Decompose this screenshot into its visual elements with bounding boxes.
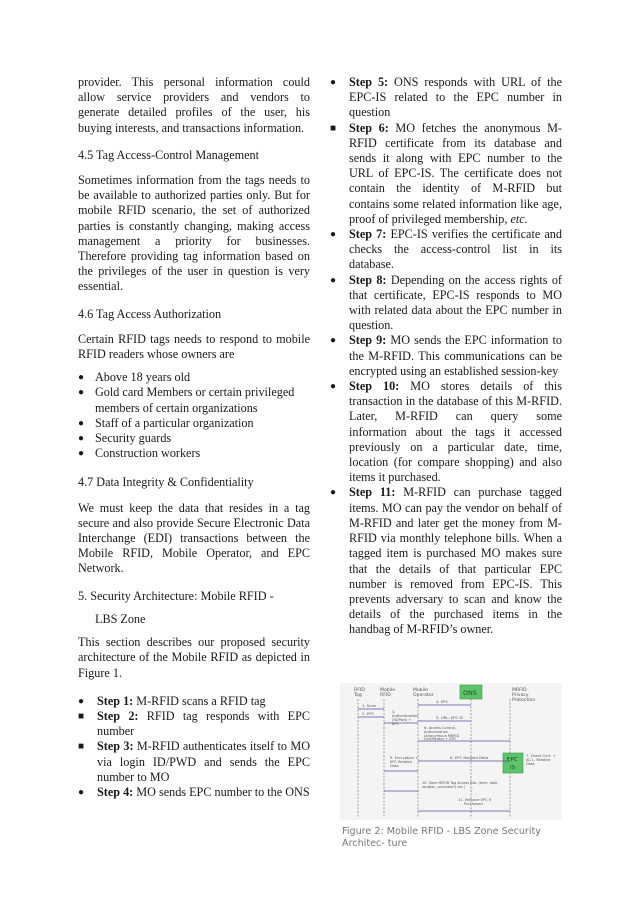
- section-heading-5-cont: LBS Zone: [95, 611, 146, 626]
- steps-list-left: [78, 694, 310, 800]
- svg-text:location, purchase?) etc.): location, purchase?) etc.): [422, 785, 466, 789]
- section-heading-4-6: 4.6 Tag Access Authorization: [78, 306, 222, 321]
- svg-text:Purchased: Purchased: [464, 802, 483, 806]
- paragraph-architecture: This section describes our proposed security architecture of the Mobile RFID as depicted in Figure 1.: [78, 635, 310, 680]
- bullet-icon: ●: [330, 274, 337, 286]
- list-item: ● Step 4: MO sends EPC number to the ONS: [78, 784, 310, 799]
- owner-list: [78, 370, 310, 461]
- ons-label: ONS: [463, 689, 477, 697]
- svg-text:9. Encryption +: 9. Encryption +: [390, 756, 419, 760]
- svg-text:AC L. Related: AC L. Related: [526, 758, 550, 762]
- label-mobile-rfid-1: Mobile: [380, 688, 396, 693]
- list-item: ● Step 5: ONS responds with URL of the EPC-IS related to the EPC number in question: [330, 75, 562, 120]
- label-mobile-operator-1: Mobile: [413, 688, 429, 693]
- figure-caption: Figure 2: Mobile RFID - LBS Zone Security Architec- ture: [342, 826, 541, 849]
- svg-text:(Anonymous MRFID: (Anonymous MRFID: [424, 734, 460, 738]
- label-mobile-operator-2: Operator: [413, 693, 434, 698]
- svg-text:Certificate) + EPC: Certificate) + EPC: [424, 737, 457, 741]
- left-column: [78, 75, 310, 800]
- bullet-icon: ●: [330, 335, 337, 347]
- bullet-icon: ●: [78, 695, 85, 707]
- svg-text:11. Remove EPC if: 11. Remove EPC if: [458, 798, 491, 802]
- bullet-icon: ●: [78, 417, 85, 429]
- label-privacy-2: Privacy: [512, 693, 529, 698]
- bullet-icon: ●: [330, 487, 337, 499]
- list-item: ■ Step 3: M-RFID authenticates itself to MO via login ID/PWD and sends the EPC number to MO: [78, 739, 311, 784]
- list-item: ● Staff of a particular organization: [78, 415, 254, 430]
- svg-text:10. Store MRFID Tag Access Inf: 10. Store MRFID Tag Access Info. (time, date,: [422, 781, 499, 785]
- list-item: ■ Step 2: RFID tag responds with EPC number: [78, 708, 310, 739]
- label-rfid-tag-2: Tag: [354, 693, 362, 698]
- bullet-icon: ●: [330, 77, 337, 88]
- svg-text:EPC Related: EPC Related: [390, 760, 412, 764]
- svg-text:3.: 3.: [392, 710, 396, 714]
- list-item: ● Above 18 years old: [78, 370, 191, 385]
- svg-text:7. Check Cert. +: 7. Check Cert. +: [526, 754, 556, 758]
- section-heading-5: 5. Security Architecture: Mobile RFID -: [78, 588, 274, 603]
- list-item: ■ Step 6: MO fetches the anonymous M-RFID certificate from its database and sends it along with EPC number to the URL of EPC-IS. The certificate does not contain the identity of M-RFID but contains some related information like age, proof of privileged membership, etc.: [330, 120, 562, 226]
- bullet-icon: ●: [78, 372, 85, 384]
- label-rfid-tag-1: RFID: [354, 688, 365, 693]
- msg-1: 1. Scan: [362, 703, 377, 708]
- bullet-icon: ■: [330, 122, 337, 134]
- right-column: [330, 75, 562, 638]
- paragraph-access-control: Sometimes information from the tags needs to be available to authorized parties only. But for mobile RFID scenario, the set of authorized parties is constantly changing, making access management a priority for businesses. Therefore providing tag information based on the privileges of the user in question is very essential.: [78, 173, 310, 294]
- epc-is-label-1: EPC: [507, 757, 518, 763]
- label-privacy-1: MRFID: [512, 688, 527, 693]
- list-item: ● Step 10: MO stores details of this transaction in the database of this M-RFID. Later, M-RFID can query some information about the tags it accessed previously on a particular date, time, location (for compare shopping) and also items it purchased.: [330, 379, 562, 485]
- paragraph-data-integrity: We must keep the data that resides in a tag secure and also provide Secure Electronic Data Interchange (EDI) transactions between the Mobile RFID, Mobile Operator, and EPC Network.: [78, 500, 310, 576]
- bullet-icon: ●: [330, 229, 337, 241]
- list-item: ● Gold card Members or certain privileged members of certain organizations: [78, 385, 295, 415]
- svg-text:Authentication: Authentication: [392, 714, 419, 718]
- bullet-icon: ●: [78, 387, 85, 399]
- label-privacy-3: Protection: [512, 698, 536, 703]
- list-item: ● Step 11: M-RFID can purchase tagged items. MO can pay the vendor on behalf of M-RFID and later get the money from M- RFID via monthly telephone bills. When a tagged item is purchased MO makes sure that the details of that particular EPC number is removed from EPC-IS. This prevents adversary to scan and know the details of the purchased items in the handbag of M-RFID’s owner.: [330, 485, 562, 637]
- svg-text:EPC: EPC: [392, 722, 399, 726]
- bullet-icon: ●: [78, 448, 85, 460]
- paragraph-authorization: Certain RFID tags needs to respond to mobile RFID readers whose owners are: [78, 331, 310, 362]
- section-heading-4-5: 4.5 Tag Access-Control Management: [78, 147, 260, 162]
- security-architecture-diagram: [340, 683, 562, 820]
- epc-is-label-2: IS: [510, 765, 516, 771]
- bullet-icon: ■: [78, 741, 85, 753]
- bullet-icon: ●: [78, 786, 85, 798]
- bullet-icon: ■: [78, 710, 85, 722]
- list-item: ● Step 1: M-RFID scans a RFID tag: [78, 693, 266, 708]
- msg-5: 5. URL: EPC IS: [436, 715, 463, 720]
- list-item: ● Step 9: MO sends the EPC information to the M-RFID. This communications can be encrypted using an established session-key: [330, 333, 562, 378]
- svg-text:Data: Data: [390, 764, 399, 768]
- svg-text:Authorization: Authorization: [424, 730, 449, 734]
- bullet-icon: ●: [330, 381, 337, 393]
- svg-text:Data: Data: [526, 762, 535, 766]
- svg-text:(ID/Pwd) +: (ID/Pwd) +: [392, 718, 412, 722]
- list-item: ● Security guards: [78, 431, 172, 446]
- msg-2: 2. EPC: [362, 711, 375, 716]
- section-heading-4-7: 4.7 Data Integrity & Confidentiality: [78, 475, 254, 490]
- paragraph-provider: provider. This personal information could allow service providers and vendors to generate detailed profiles of the user, his buying interests, and transactions information.: [78, 75, 310, 135]
- list-item: ● Step 8: Depending on the access rights of that certificate, EPC-IS responds to MO with related data about the EPC number in question.: [330, 272, 562, 333]
- msg-8: 8. EPC Related Data: [450, 755, 489, 760]
- label-mobile-rfid-2: RFID: [380, 693, 391, 698]
- bullet-icon: ●: [78, 433, 85, 445]
- steps-list-right: [330, 75, 562, 638]
- svg-text:6. Access Control,: 6. Access Control,: [424, 726, 457, 730]
- list-item: ● Construction workers: [78, 446, 201, 461]
- list-item: ● Step 7: EPC-IS verifies the certificate and checks the access-control list in its database.: [330, 227, 562, 272]
- msg-4: 4. EPC: [436, 699, 449, 704]
